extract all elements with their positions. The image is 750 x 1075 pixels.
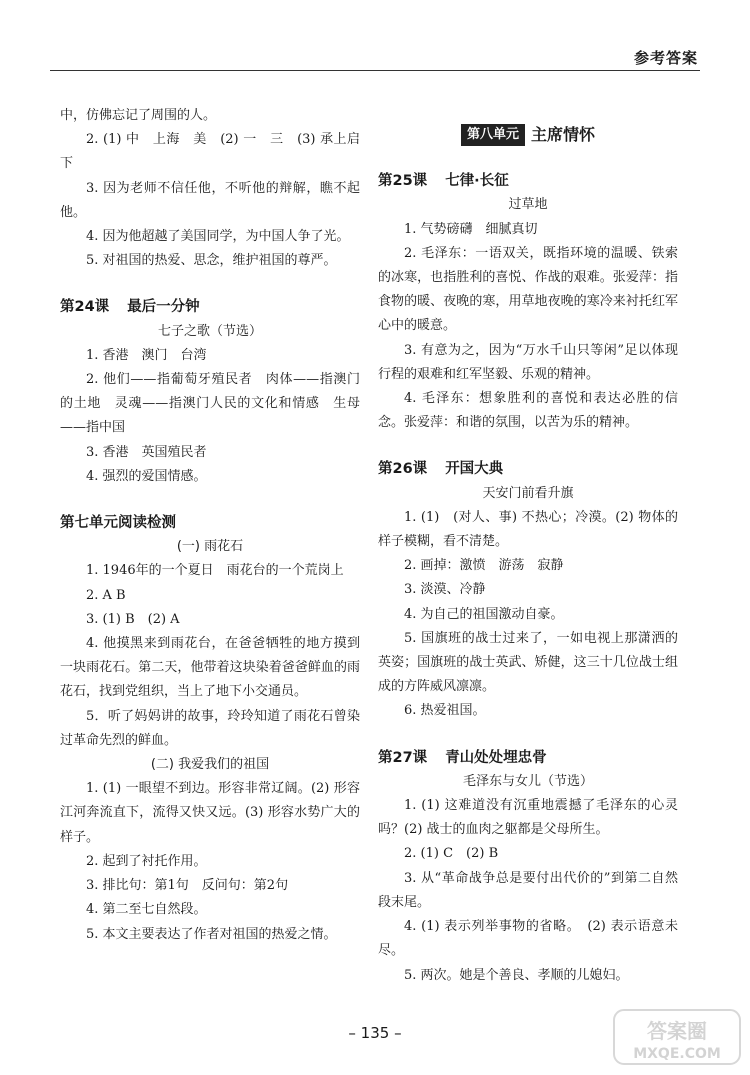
answer-item: 4. 为自己的祖国激动自豪。 xyxy=(404,606,564,622)
unit-8-banner xyxy=(378,123,678,147)
lesson-title: 开国大典 xyxy=(445,461,504,478)
answer-item: 2. 他们——指葡萄牙殖民者 肉体——指澳门的土地 灵魂——指澳门人民的文化和情感 生母——指中国 xyxy=(60,372,360,436)
answer-item: 5. 本文主要表达了作者对祖国的热爱之情。 xyxy=(86,926,337,942)
answer-item: 4. 第二至七自然段。 xyxy=(86,902,207,918)
answer-item: 1. (1) (对人、事) 不热心；冷漠。(2) 物体的样子模糊，看不清楚。 xyxy=(378,509,678,550)
answer-item: 2. (1) C (2) B xyxy=(404,846,499,862)
lesson-24-heading xyxy=(60,295,360,319)
unit-tag: 第八单元 xyxy=(461,124,525,146)
lesson-26-heading xyxy=(378,457,678,481)
answer-item: 4. 强烈的爱国情感。 xyxy=(86,468,207,484)
answer-item: 3. 因为老师不信任他，不听他的辩解，瞧不起他。 xyxy=(60,180,360,220)
answer-item: 4. 他摸黑来到雨花台，在爸爸牺牲的地方摸到一块雨花石。第二天，他带着这块染着爸爸鲜血的雨花石，找到党组织，当上了地下小交通员。 xyxy=(60,636,360,700)
answer-item: 2. 起到了衬托作用。 xyxy=(86,853,207,869)
answer-item: 4. (1) 表示列举事物的省略。 (2) 表示语意未尽。 xyxy=(378,919,678,959)
lesson-25-heading xyxy=(378,169,678,193)
header-title: 参考答案 xyxy=(633,49,698,67)
answer-item: 1. 气势磅礴 细腻真切 xyxy=(404,221,538,237)
lesson-subtitle: 过草地 xyxy=(508,197,548,213)
answer-item: 5．听了妈妈讲的故事，玲玲知道了雨花石曾染过革命先烈的鲜血。 xyxy=(60,708,360,748)
watermark-text-cn: 答案圈 xyxy=(647,1019,707,1043)
answer-item: 4. 因为他超越了美国同学，为中国人争了光。 xyxy=(86,229,350,245)
answer-item: 3. 排比句：第1句 反问句：第2句 xyxy=(86,878,289,894)
part-1-title: (一) 雨花石 xyxy=(176,539,244,555)
answer-item: 5. 两次。她是个善良、孝顺的儿媳妇。 xyxy=(404,967,629,983)
lesson-number: 第25课 xyxy=(378,173,428,190)
right-column xyxy=(378,104,678,988)
answer-item: 2. A B xyxy=(86,587,126,603)
lesson-number: 第24课 xyxy=(60,299,110,316)
answer-item: 2. 画掉：激愤 游荡 寂静 xyxy=(404,558,564,574)
unit-7-test-heading: 第七单元阅读检测 xyxy=(60,515,176,532)
continued-text: 中，仿佛忘记了周围的人。 xyxy=(60,108,217,123)
lesson-subtitle: 七子之歌（节选） xyxy=(157,323,262,339)
lesson-title: 七律·长征 xyxy=(445,173,509,190)
answer-item: 1. 1946年的一个夏日 雨花台的一个荒岗上 xyxy=(86,563,344,579)
watermark-logo xyxy=(612,1006,742,1068)
answer-item: 1. 香港 澳门 台湾 xyxy=(86,347,207,363)
page-number: – 135 – xyxy=(348,1024,402,1042)
answer-item: 3. 香港 英国殖民者 xyxy=(86,444,207,460)
answer-item: 3. 从“革命战争总是要付出代价的”到第二自然段末尾。 xyxy=(378,870,678,910)
answer-item: 3. 有意为之，因为“万水千山只等闲”足以体现行程的艰难和红军坚毅、乐观的精神。 xyxy=(378,342,678,382)
answer-item: 3. 淡漠、冷静 xyxy=(404,582,486,598)
lesson-title: 最后一分钟 xyxy=(127,299,200,316)
answer-item: 4. 毛泽东：想象胜利的喜悦和表达必胜的信念。张爱萍：和谐的氛围，以苦为乐的精神。 xyxy=(378,391,678,431)
answer-item: 2. (1) 中 上海 美 (2) 一 三 (3) 承上启下 xyxy=(60,132,360,172)
lesson-27-heading xyxy=(378,746,678,770)
answer-item: 1. (1) 这难道没有沉重地震撼了毛泽东的心灵吗？(2) 战士的血肉之躯都是父母所生。 xyxy=(378,798,678,838)
answer-item: 5. 国旗班的战士过来了，一如电视上那潇洒的英姿；国旗班的战士英武、矫健，这三十几位战士组成的方阵威风凛凛。 xyxy=(378,630,678,695)
unit-name: 主席情怀 xyxy=(531,125,596,144)
answer-item: 5. 对祖国的热爱、思念，维护祖国的尊严。 xyxy=(86,253,337,269)
lesson-subtitle: 天安门前看升旗 xyxy=(482,485,574,501)
header-rule xyxy=(50,70,700,71)
lesson-number: 第27课 xyxy=(378,749,428,766)
answer-item: 1. (1) 一眼望不到边。形容非常辽阔。(2) 形容江河奔流直下，流得又快又远。(3) 形容水势广大的样子。 xyxy=(60,781,360,845)
lesson-title: 青山处处埋忠骨 xyxy=(445,749,547,766)
answer-item: 2. 毛泽东：一语双关，既指环境的温暖、铁索的冰寒，也指胜利的喜悦、作战的艰难。张爱萍：指食物的暖、夜晚的寒，用草地夜晚的寒冷来衬托红军心中的暖意。 xyxy=(378,245,678,334)
left-column xyxy=(60,104,360,947)
part-2-title: (二) 我爱我们的祖国 xyxy=(150,757,270,773)
answer-item: 6. 热爱祖国。 xyxy=(404,703,486,719)
answer-item: 3. (1) B (2) A xyxy=(86,611,180,627)
watermark-text-url: MXQE.COM xyxy=(633,1046,721,1062)
lesson-number: 第26课 xyxy=(378,461,428,478)
lesson-subtitle: 毛泽东与女儿（节选） xyxy=(462,773,593,789)
